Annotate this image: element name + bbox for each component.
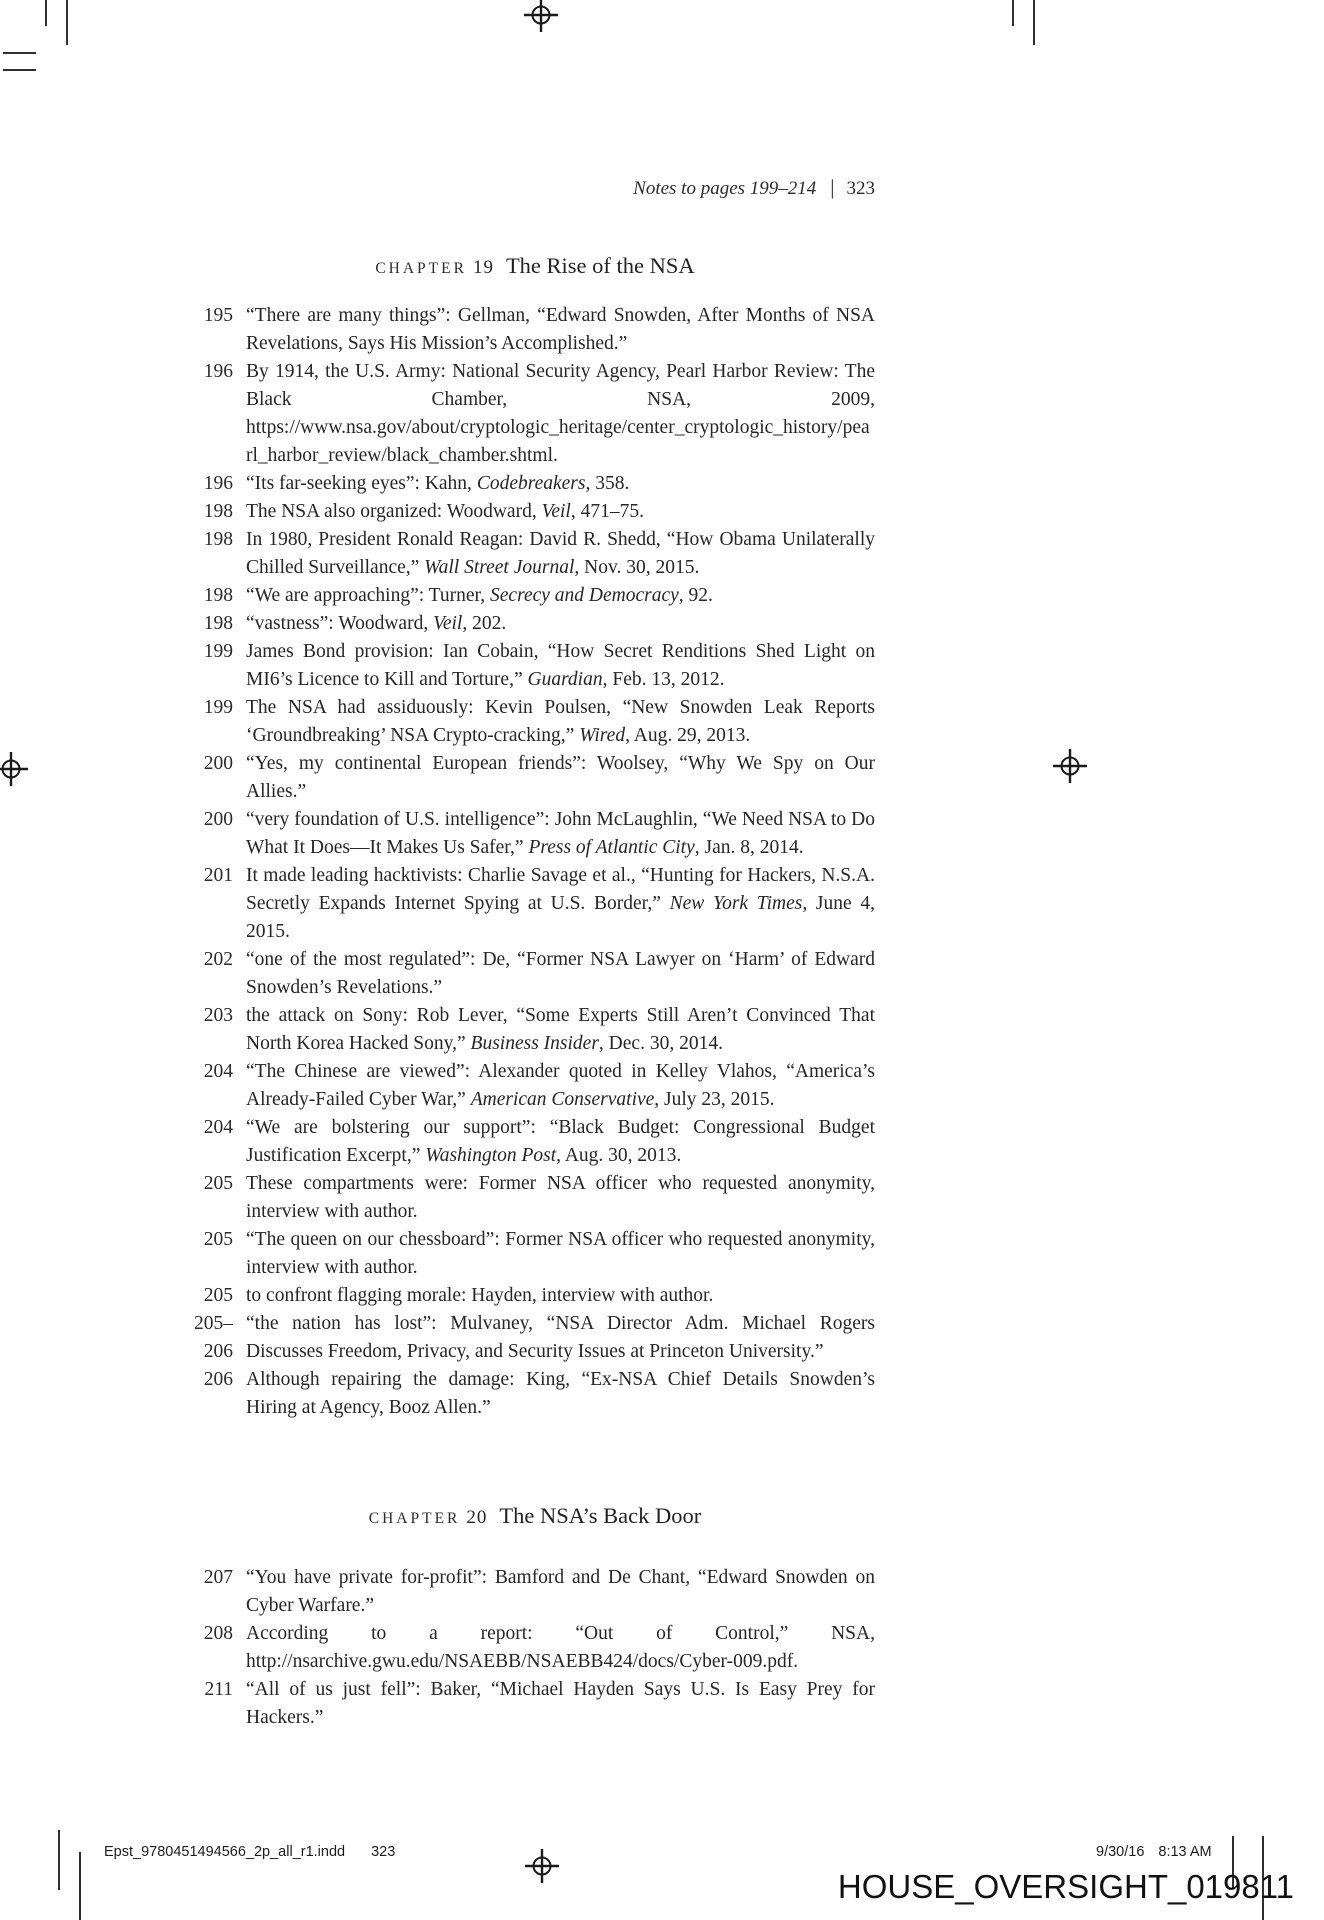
note-row (170, 358, 875, 470)
note-page-ref: 207 (203, 1567, 233, 1588)
note-page-ref: 195 (203, 305, 233, 326)
running-head (170, 175, 875, 200)
note-text: Although repairing the damage: King, “Ex-NSA Chief Details Snowden’s Hiring at Agency, Booz Allen.” (246, 1369, 875, 1418)
note-row (170, 1226, 875, 1282)
note-row (170, 610, 875, 638)
note-row (170, 1002, 875, 1058)
footer-file-info (104, 1844, 395, 1860)
note-row (170, 1114, 875, 1170)
note-text: the attack on Sony: Rob Lever, “Some Experts Still Aren’t Convinced That North Korea Hacked Sony,” Business Insider, Dec. 30, 2014. (246, 1005, 875, 1054)
chapter-number: 19 (472, 257, 494, 278)
running-head-title: Notes to pages 199–214 (633, 178, 817, 199)
note-page-ref: 200 (203, 753, 233, 774)
note-row (170, 750, 875, 806)
note-text: The NSA had assiduously: Kevin Poulsen, “New Snowden Leak Reports ‘Groundbreaking’ NSA Crypto-cracking,” Wired, Aug. 29, 2013. (246, 697, 875, 746)
crop-mark (1012, 0, 1014, 26)
note-text: “very foundation of U.S. intelligence”: John McLaughlin, “We Need NSA to Do What It Does—It Makes Us Safer,” Press of Atlantic City, Jan. 8, 2014. (246, 809, 875, 858)
registration-mark-icon (524, 0, 558, 32)
note-row (170, 1620, 875, 1676)
note-row (170, 1170, 875, 1226)
chapter-label: CHAPTER (368, 1510, 461, 1527)
chapter-title: The NSA’s Back Door (499, 1503, 702, 1528)
note-text: “Yes, my continental European friends”: Woolsey, “Why We Spy on Our Allies.” (246, 753, 875, 802)
running-head-separator: | (830, 175, 835, 199)
note-row (170, 1282, 875, 1310)
note-row (170, 526, 875, 582)
note-page-ref: 208 (203, 1623, 233, 1644)
note-text: James Bond provision: Ian Cobain, “How Secret Renditions Shed Light on MI6’s Licence to Kill and Torture,” Guardian, Feb. 13, 2012. (246, 641, 875, 690)
notes-list (170, 302, 875, 1422)
note-text: By 1914, the U.S. Army: National Security Agency, Pearl Harbor Review: The Black Chamber, NSA, 2009, https://www.nsa.gov/about/cryptologic_heritage/center_cryptologic_history/pearl_harbor_review/black_chamber.shtml. (246, 361, 875, 466)
note-page-ref: 196 (203, 361, 233, 382)
note-row (170, 470, 875, 498)
note-text: “All of us just fell”: Baker, “Michael Hayden Says U.S. Is Easy Prey for Hackers.” (246, 1679, 875, 1728)
note-row (170, 302, 875, 358)
note-page-ref: 202 (203, 949, 233, 970)
note-text: In 1980, President Ronald Reagan: David R. Shedd, “How Obama Unilaterally Chilled Surveillance,” Wall Street Journal, Nov. 30, 2015. (246, 529, 875, 578)
note-text: to confront flagging morale: Hayden, interview with author. (246, 1285, 714, 1306)
crop-mark (1033, 0, 1035, 45)
chapter-heading (170, 250, 875, 284)
note-page-ref: 198 (203, 529, 233, 550)
footer-time: 8:13 AM (1158, 1844, 1212, 1860)
chapter-section (170, 1500, 875, 1732)
note-page-ref: 205–206 (194, 1313, 233, 1362)
note-page-ref: 198 (203, 613, 233, 634)
note-row (170, 862, 875, 946)
note-page-ref: 201 (203, 865, 233, 886)
note-text: “You have private for-profit”: Bamford and De Chant, “Edward Snowden on Cyber Warfare.” (246, 1567, 875, 1616)
notes-list (170, 1564, 875, 1732)
note-row (170, 498, 875, 526)
chapter-label: CHAPTER (375, 260, 467, 277)
registration-mark-icon (525, 1849, 559, 1883)
note-page-ref: 205 (203, 1285, 233, 1306)
note-text: “The queen on our chessboard”: Former NSA officer who requested anonymity, interview with author. (246, 1229, 875, 1278)
note-text: The NSA also organized: Woodward, Veil, 471–75. (246, 501, 644, 522)
note-text: “We are bolstering our support”: “Black Budget: Congressional Budget Justification Excerpt,” Washington Post, Aug. 30, 2013. (246, 1117, 875, 1166)
note-page-ref: 200 (203, 809, 233, 830)
note-page-ref: 199 (203, 697, 233, 718)
registration-mark-icon (1053, 749, 1087, 783)
chapter-number: 20 (466, 1507, 488, 1528)
note-row (170, 946, 875, 1002)
crop-mark (58, 1830, 60, 1890)
footer-date: 9/30/16 (1096, 1844, 1145, 1860)
note-row (170, 694, 875, 750)
note-row (170, 1676, 875, 1732)
note-row (170, 1310, 875, 1366)
footer-page-number: 323 (371, 1844, 396, 1860)
note-page-ref: 204 (203, 1117, 233, 1138)
chapters (170, 250, 875, 1732)
note-text: “one of the most regulated”: De, “Former NSA Lawyer on ‘Harm’ of Edward Snowden’s Revelations.” (246, 949, 875, 998)
registration-mark-icon (0, 752, 28, 786)
crop-mark (3, 69, 36, 71)
note-page-ref: 205 (203, 1173, 233, 1194)
note-row (170, 806, 875, 862)
crop-mark (66, 0, 68, 45)
note-row (170, 1366, 875, 1422)
note-page-ref: 211 (204, 1679, 233, 1700)
chapter-heading (170, 1500, 875, 1534)
note-text: “The Chinese are viewed”: Alexander quoted in Kelley Vlahos, “America’s Already-Failed Cyber War,” American Conservative, July 23, 2015. (246, 1061, 875, 1110)
note-page-ref: 203 (203, 1005, 233, 1026)
crop-mark (45, 0, 47, 26)
note-text: It made leading hacktivists: Charlie Savage et al., “Hunting for Hackers, N.S.A. Secretly Expands Internet Spying at U.S. Border,” New York Times, June 4, 2015. (246, 865, 875, 942)
note-text: These compartments were: Former NSA officer who requested anonymity, interview with author. (246, 1173, 875, 1222)
note-page-ref: 199 (203, 641, 233, 662)
bates-stamp: HOUSE_OVERSIGHT_019811 (837, 1868, 1294, 1905)
note-page-ref: 198 (203, 501, 233, 522)
note-row (170, 1564, 875, 1620)
chapter-section (170, 250, 875, 1422)
note-page-ref: 204 (203, 1061, 233, 1082)
note-text: “Its far-seeking eyes”: Kahn, Codebreakers, 358. (246, 473, 630, 494)
running-head-page-number: 323 (846, 178, 875, 199)
note-page-ref: 196 (203, 473, 233, 494)
chapter-title: The Rise of the NSA (505, 253, 695, 278)
note-text: “the nation has lost”: Mulvaney, “NSA Director Adm. Michael Rogers Discusses Freedom, Privacy, and Security Issues at Princeton University.” (246, 1313, 875, 1362)
note-text: According to a report: “Out of Control,” NSA, http://nsarchive.gwu.edu/NSAEBB/NSAEBB424/docs/Cyber-009.pdf. (246, 1623, 875, 1672)
page-content (170, 175, 875, 1732)
crop-mark (3, 52, 36, 54)
note-text: “There are many things”: Gellman, “Edward Snowden, After Months of NSA Revelations, Says His Mission’s Accomplished.” (246, 305, 875, 354)
footer-timestamp (1096, 1844, 1212, 1860)
note-page-ref: 205 (203, 1229, 233, 1250)
note-text: “We are approaching”: Turner, Secrecy and Democracy, 92. (246, 585, 713, 606)
note-page-ref: 206 (203, 1369, 233, 1390)
crop-mark (79, 1852, 81, 1920)
note-row (170, 582, 875, 610)
note-text: “vastness”: Woodward, Veil, 202. (246, 613, 507, 634)
note-row (170, 1058, 875, 1114)
note-page-ref: 198 (203, 585, 233, 606)
note-row (170, 638, 875, 694)
footer-file-name: Epst_9780451494566_2p_all_r1.indd (104, 1844, 346, 1860)
